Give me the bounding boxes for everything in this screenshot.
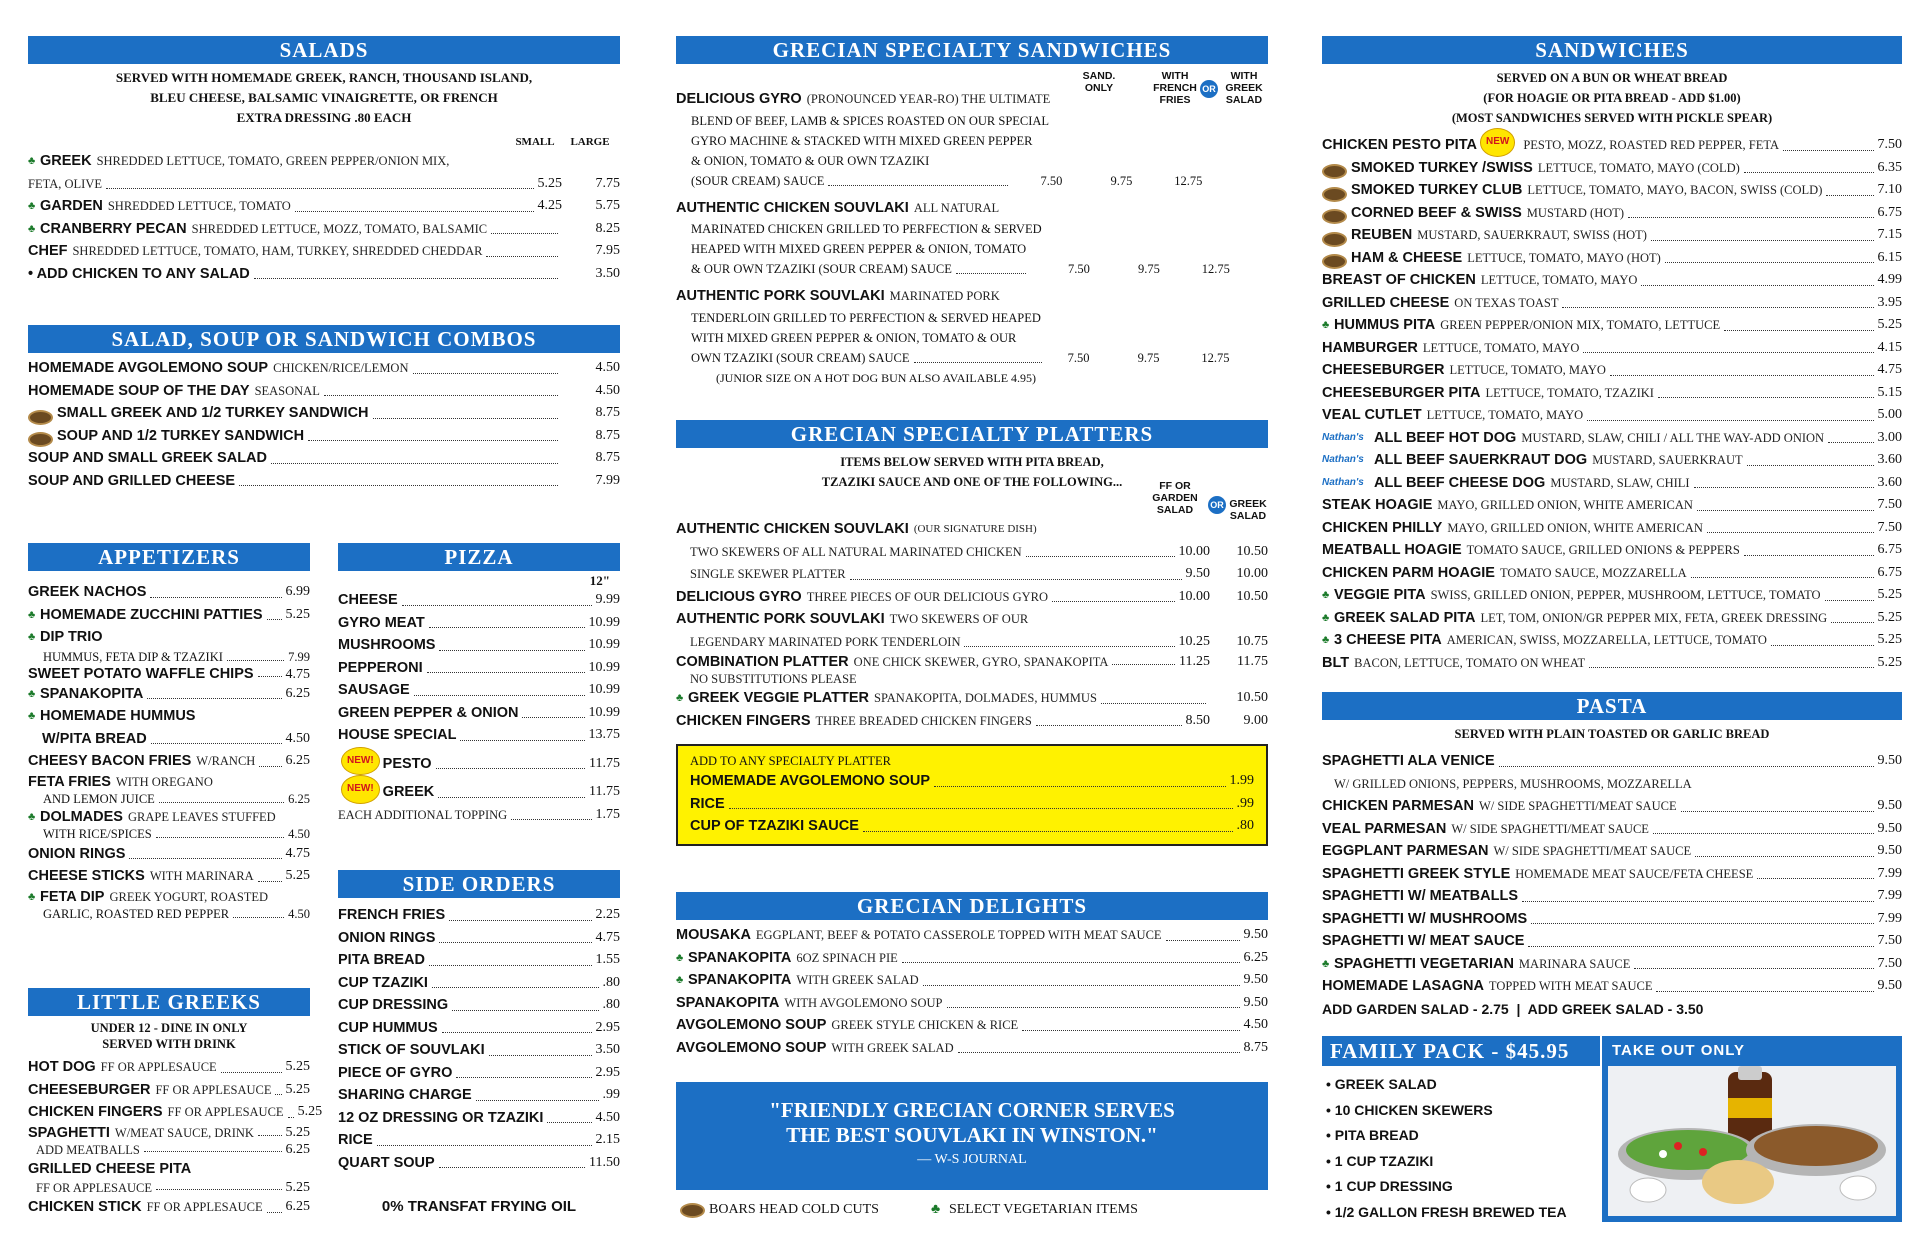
menu-item: AUTHENTIC CHICKEN SOUVLAKI (OUR SIGNATURE DISH)	[676, 521, 1037, 537]
nathans-logo-icon: Nathan's	[1322, 454, 1364, 465]
menu-item: RICE 2.15	[338, 1132, 620, 1148]
family-item: • PITA BREAD	[1326, 1127, 1419, 1143]
vegetarian-icon: ♣	[1322, 957, 1330, 970]
menu-item: CHICKEN FINGERS THREE BREADED CHICKEN FINGERS 8.50 9.00	[676, 712, 1268, 729]
salads-section	[28, 36, 620, 285]
menu-item: HOT DOG FF OR APPLESAUCE 5.25	[28, 1059, 310, 1075]
family-item: • GREEK SALAD	[1326, 1076, 1437, 1092]
takeout-label: TAKE OUT ONLY	[1612, 1042, 1746, 1059]
menu-item: GRILLED CHEESE PITA	[28, 1160, 192, 1177]
new-badge-icon: NEW	[1480, 128, 1515, 157]
menu-item: AVGOLEMONO SOUP GREEK STYLE CHICKEN & RICE 4.50	[676, 1017, 1268, 1033]
menu-item: Nathan's ALL BEEF HOT DOG MUSTARD, SLAW, CHILI / ALL THE WAY-ADD ONION 3.00	[1322, 427, 1902, 450]
family-pack-list	[1322, 1072, 1602, 1225]
menu-item: GRILLED CHEESE ON TEXAS TOAST 3.95	[1322, 294, 1902, 311]
family-pack-section	[1322, 1036, 1902, 1222]
family-item: • 10 CHICKEN SKEWERS	[1326, 1101, 1493, 1118]
combos-header: SALAD, SOUP OR SANDWICH COMBOS	[28, 325, 620, 353]
menu-item: SPAGHETTI W/MEAT SAUCE, DRINK 5.25	[28, 1124, 310, 1141]
menu-item: 12 OZ DRESSING OR TZAZIKI 4.50	[338, 1109, 620, 1126]
new-badge-icon: NEW!	[341, 775, 380, 804]
menu-item: CORNED BEEF & SWISS MUSTARD (HOT) 6.75	[1322, 202, 1902, 225]
menu-item: ONION RINGS 4.75	[338, 929, 620, 946]
vegetarian-icon: ♣	[28, 890, 36, 903]
family-pack-photo	[1602, 1036, 1902, 1222]
menu-item: FETA FRIES WITH OREGANO	[28, 773, 213, 790]
menu-item: ♣ FETA DIP GREEK YOGURT, ROASTED	[28, 888, 269, 905]
platter-addons-box	[676, 744, 1268, 846]
menu-item: • ADD CHICKEN TO ANY SALAD 3.50	[28, 265, 620, 282]
addon-item: RICE .99	[690, 795, 1254, 812]
appetizers-section	[28, 543, 310, 923]
menu-item: EACH ADDITIONAL TOPPING 1.75	[338, 806, 620, 822]
sandwiches-header: SANDWICHES	[1322, 36, 1902, 64]
vegetarian-icon: ♣	[28, 631, 36, 643]
boars-head-icon	[1322, 232, 1347, 247]
menu-item: Nathan's ALL BEEF CHEESE DOG MUSTARD, SLAW, CHILI 3.60	[1322, 472, 1902, 495]
menu-item: ♣ HOMEMADE HUMMUS	[28, 705, 310, 728]
menu-item: STICK OF SOUVLAKI 3.50	[338, 1042, 620, 1058]
menu-item: SPANAKOPITA WITH AVGOLEMONO SOUP 9.50	[676, 994, 1268, 1011]
menu-item: GREEN PEPPER & ONION 10.99	[338, 704, 620, 721]
menu-item: GREEK NACHOS 6.99	[28, 584, 310, 600]
menu-item: ♣ VEGGIE PITA SWISS, GRILLED ONION, PEPPER, MUSHROOM, LETTUCE, TOMATO 5.25	[1322, 584, 1902, 607]
menu-item: SPAGHETTI W/ MEATBALLS 7.99	[1322, 888, 1902, 904]
menu-item: SPAGHETTI W/ MEAT SAUCE 7.50	[1322, 933, 1902, 949]
boars-head-icon	[680, 1203, 705, 1218]
menu-item-desc: WITH RICE/SPICES 4.50	[43, 826, 310, 841]
col-with-fries: WITH FRENCH FRIES	[1153, 70, 1197, 106]
menu-item: LEGENDARY MARINATED PORK TENDERLOIN 10.25 10.75	[690, 633, 1268, 649]
menu-item: FETA, OLIVE 5.25 7.75	[28, 175, 620, 191]
press-quote: "FRIENDLY GRECIAN CORNER SERVES THE BEST SOUVLAKI IN WINSTON." — W-S JOURNAL	[676, 1082, 1268, 1190]
vegetarian-icon: ♣	[28, 687, 36, 700]
menu-item: SPAGHETTI W/ MUSHROOMS 7.99	[1322, 910, 1902, 927]
menu-item: HAMBURGER LETTUCE, TOMATO, MAYO 4.15	[1322, 339, 1902, 356]
menu-item: SMOKED TURKEY /SWISS LETTUCE, TOMATO, MAYO (COLD) 6.35	[1322, 157, 1902, 180]
transfat-note: 0% TRANSFAT FRYING OIL	[381, 1198, 577, 1215]
menu-item: MUSHROOMS 10.99	[338, 637, 620, 653]
vegetarian-icon: ♣	[676, 974, 684, 986]
pizza-section	[338, 543, 620, 826]
boars-head-icon	[1322, 209, 1347, 224]
menu-item: CHEESY BACON FRIES W/RANCH 6.25	[28, 753, 310, 769]
menu-item: SMOKED TURKEY CLUB LETTUCE, TOMATO, MAYO, BACON, SWISS (COLD) 7.10	[1322, 179, 1902, 202]
menu-item: SINGLE SKEWER PLATTER 9.50 10.00	[690, 566, 1268, 581]
platters-header: GRECIAN SPECIALTY PLATTERS	[676, 420, 1268, 448]
pasta-list	[1322, 750, 1902, 998]
menu-item: CHEF SHREDDED LETTUCE, TOMATO, HAM, TURKEY, SHREDDED CHEDDAR 7.95	[28, 243, 620, 259]
menu-item: ♣ SPANAKOPITA 6.25	[28, 683, 310, 706]
menu-item: SMALL GREEK AND 1/2 TURKEY SANDWICH 8.75	[28, 402, 620, 425]
boars-head-icon	[1322, 187, 1347, 202]
menu-item: ♣ HOMEMADE ZUCCHINI PATTIES 5.25	[28, 604, 310, 627]
family-item: • 1 CUP TZAZIKI	[1326, 1152, 1434, 1169]
menu-item: ♣ GREEK SALAD PITA LET, TOM, ONION/GR PEPPER MIX, FETA, GREEK DRESSING 5.25	[1322, 607, 1902, 630]
menu-item-desc: GARLIC, ROASTED RED PEPPER 4.50	[43, 906, 310, 921]
vegetarian-icon: ♣	[676, 951, 684, 964]
col-sand-only: SAND. ONLY	[1082, 70, 1116, 94]
boars-head-icon	[1322, 254, 1347, 269]
menu-item: CHICKEN STICK FF OR APPLESAUCE 6.25	[28, 1199, 310, 1215]
menu-item: ADD MEATBALLS 6.25	[36, 1141, 310, 1157]
vegetarian-icon: ♣	[28, 222, 36, 235]
col-large-label: LARGE	[570, 136, 610, 148]
menu-item: ♣ DIP TRIO	[28, 626, 310, 649]
vegetarian-icon: ♣	[28, 608, 36, 621]
col-small-label: SMALL	[515, 136, 555, 148]
specialty-sandwiches-section: GRECIAN SPECIALTY SANDWICHES SAND. ONLY WITH FRENCH FRIES OR WITH GREEK SALAD DELICIOUS GYRO (PRONOUNCED YEAR-RO) THE ULTIMATE BLEND OF BEEF, LAMB & SPICES ROASTED ON OUR SPECIAL GYRO MACHINE & STACKED WITH MIXED GREEN PEPPER & ONION, TOMATO & OUR OWN TZAZIKI (SOUR CREAM) SAUCE 7.50 9.75 12.75 AUTHENTIC CHICKEN SOUVLAKI ALL NATURAL MARINATED CHICKEN GRILLED TO PERFECTION & SERVED HEAPED WITH MIXED GREEN PEPPER & ONION, TOMATO & OUR OWN TZAZIKI (SOUR CREAM) SAUCE 7.50 9.75 12.75 AUTHENTIC PORK SOUVLAKI MARINATED PORK TENDERLOIN GRILLED TO PERFECTION & SERVED HEAPED WITH MIXED GREEN PEPPER & ONION, TOMATO & OUR OWN TZAZIKI (SOUR CREAM) SAUCE 7.50 9.75 12.75 (JUNIOR SIZE ON A HOT DOG BUN ALSO AVAILABLE 4.95)	[676, 36, 1268, 396]
menu-item: AUTHENTIC PORK SOUVLAKI TWO SKEWERS OF OUR	[676, 611, 1029, 627]
menu-item: SAUSAGE 10.99	[338, 682, 620, 698]
little-greeks-section: LITTLE GREEKS UNDER 12 - DINE IN ONLY SERVED WITH DRINK HOT DOG FF OR APPLESAUCE 5.25 CHEESEBURGER FF OR APPLESAUCE 5.25 CHICKEN FINGERS FF OR APPLESAUCE 5.25 SPAGHETTI W/MEAT SAUCE, DRINK 5.25 ADD MEATBALLS 6.25 GRILLED CHEESE PITA FF OR APPLESAUCE 5.25 CHICKEN STICK FF OR APPLESAUCE 6.25	[28, 988, 310, 1219]
menu-item: CHICKEN FINGERS FF OR APPLESAUCE 5.25	[28, 1104, 323, 1120]
menu-item: NEW! PESTO 11.75	[338, 747, 620, 776]
menu-item: CHICKEN PHILLY MAYO, GRILLED ONION, WHITE AMERICAN 7.50	[1322, 519, 1902, 536]
vegetarian-icon: ♣	[28, 710, 36, 722]
menu-item: ♣ SPANAKOPITA 6OZ SPINACH PIE 6.25	[676, 947, 1268, 970]
pasta-section	[1322, 692, 1902, 1020]
menu-item-prices: & OUR OWN TZAZIKI (SOUR CREAM) SAUCE 7.50 9.75 12.75	[691, 262, 1230, 276]
pasta-header: PASTA	[1322, 692, 1902, 720]
menu-item: ♣ DOLMADES GRAPE LEAVES STUFFED	[28, 808, 276, 825]
menu-item: W/ GRILLED ONIONS, PEPPERS, MUSHROOMS, MOZZARELLA	[1334, 776, 1692, 791]
menu-item: CHEESEBURGER FF OR APPLESAUCE 5.25	[28, 1081, 310, 1098]
menu-item: AUTHENTIC CHICKEN SOUVLAKI ALL NATURAL	[676, 199, 1000, 216]
pizza-size: 12"	[589, 573, 610, 588]
boars-head-icon	[1322, 164, 1347, 179]
or-badge: OR	[1208, 496, 1226, 514]
specialty-sandwiches-header: GRECIAN SPECIALTY SANDWICHES	[676, 36, 1268, 64]
menu-item-desc: AND LEMON JUICE 6.25	[43, 791, 310, 806]
menu-item: HOUSE SPECIAL 13.75	[338, 727, 620, 743]
menu-item: ONION RINGS 4.75	[28, 845, 310, 862]
menu-item: Nathan's ALL BEEF SAUERKRAUT DOG MUSTARD, SAUERKRAUT 3.60	[1322, 449, 1902, 472]
menu-item: ♣ 3 CHEESE PITA AMERICAN, SWISS, MOZZARELLA, LETTUCE, TOMATO 5.25	[1322, 629, 1902, 652]
nathans-logo-icon: Nathan's	[1322, 476, 1364, 488]
family-item: • 1 CUP DRESSING	[1326, 1178, 1453, 1194]
vegetarian-icon: ♣	[1322, 611, 1330, 624]
combos-section	[28, 325, 620, 492]
sides-section	[338, 870, 620, 1215]
menu-item: FF OR APPLESAUCE 5.25	[36, 1180, 310, 1195]
menu-item-desc: HUMMUS, FETA DIP & TZAZIKI 7.99	[43, 649, 310, 664]
menu-item: CHEESE 9.99	[338, 592, 620, 608]
delights-section	[676, 892, 1268, 1059]
menu-item: COMBINATION PLATTER ONE CHICK SKEWER, GYRO, SPANAKOPITA 11.25 11.75	[676, 654, 1268, 670]
col-greek-salad: GREEK SALAD	[1229, 498, 1267, 522]
vegetarian-icon: ♣	[930, 1202, 941, 1217]
menu-item: CHEESE STICKS WITH MARINARA 5.25	[28, 868, 310, 884]
menu-item: DELICIOUS GYRO THREE PIECES OF OUR DELICIOUS GYRO 10.00 10.50	[676, 588, 1268, 605]
menu-item: HOMEMADE LASAGNA TOPPED WITH MEAT SAUCE 9.50	[1322, 978, 1902, 994]
menu-item: FRENCH FRIES 2.25	[338, 907, 620, 923]
salads-sub: SERVED WITH HOMEMADE GREEK, RANCH, THOUSAND ISLAND, BLEU CHEESE, BALSAMIC VINAIGRETTE, OR FRENCH EXTRA DRESSING .80 EACH	[115, 70, 533, 125]
menu-item: W/PITA BREAD 4.50	[42, 730, 310, 747]
addon-item: CUP OF TZAZIKI SAUCE .80	[690, 818, 1254, 834]
menu-item: HOMEMADE AVGOLEMONO SOUP CHICKEN/RICE/LEMON 4.50	[28, 360, 620, 376]
family-pack-header: FAMILY PACK - $45.95	[1322, 1036, 1600, 1066]
menu-item: TWO SKEWERS OF ALL NATURAL MARINATED CHICKEN 10.00 10.50	[690, 543, 1268, 559]
menu-item: ♣ GREEK VEGGIE PLATTER SPANAKOPITA, DOLMADES, HUMMUS 10.50	[676, 687, 1268, 710]
menu-item: CHEESEBURGER LETTUCE, TOMATO, MAYO 4.75	[1322, 362, 1902, 378]
legend: BOARS HEAD COLD CUTS ♣ SELECT VEGETARIAN ITEMS	[680, 1202, 1272, 1218]
menu-item: CHICKEN PARMESAN W/ SIDE SPAGHETTI/MEAT SAUCE 9.50	[1322, 798, 1902, 814]
menu-item: CHEESEBURGER PITA LETTUCE, TOMATO, TZAZIKI 5.15	[1322, 384, 1902, 401]
family-item: • 1/2 GALLON FRESH BREWED TEA	[1326, 1203, 1567, 1220]
menu-item: BREAST OF CHICKEN LETTUCE, TOMATO, MAYO 4.99	[1322, 272, 1902, 288]
addon-title: ADD TO ANY SPECIALTY PLATTER	[690, 754, 891, 768]
boars-head-icon	[28, 410, 53, 425]
menu-item: CUP TZAZIKI .80	[338, 974, 620, 991]
appetizers-header: APPETIZERS	[28, 543, 310, 571]
menu-item: PIECE OF GYRO 2.95	[338, 1064, 620, 1081]
vegetarian-icon: ♣	[1322, 634, 1330, 646]
menu-item-prices: OWN TZAZIKI (SOUR CREAM) SAUCE 7.50 9.75 12.75	[691, 350, 1230, 365]
menu-item: BLT BACON, LETTUCE, TOMATO ON WHEAT 5.25	[1322, 654, 1902, 671]
menu-item: NO SUBSTITUTIONS PLEASE	[690, 672, 857, 686]
menu-item: QUART SOUP 11.50	[338, 1154, 620, 1171]
menu-item: ♣ SPANAKOPITA WITH GREEK SALAD 9.50	[676, 969, 1268, 992]
menu-item: ♣ GARDEN SHREDDED LETTUCE, TOMATO 4.25 5.75	[28, 195, 620, 218]
menu-item: SOUP AND GRILLED CHEESE 7.99	[28, 472, 620, 489]
col-ff-garden: FF OR GARDEN SALAD	[1152, 480, 1198, 516]
boars-head-icon	[28, 432, 53, 447]
menu-item: ♣ GREEK SHREDDED LETTUCE, TOMATO, GREEN PEPPER/ONION MIX,	[28, 150, 620, 173]
menu-item-prices: (SOUR CREAM) SAUCE 7.50 9.75 12.75	[691, 173, 1203, 188]
menu-item: AUTHENTIC PORK SOUVLAKI MARINATED PORK	[676, 288, 1000, 304]
menu-item: SWEET POTATO WAFFLE CHIPS 4.75	[28, 665, 310, 682]
menu-item: STEAK HOAGIE MAYO, GRILLED ONION, WHITE AMERICAN 7.50	[1322, 497, 1902, 513]
pizza-header: PIZZA	[338, 543, 620, 571]
platters-section: GRECIAN SPECIALTY PLATTERS ITEMS BELOW SERVED WITH PITA BREAD, TZAZIKI SAUCE AND ONE OF THE FOLLOWING... FF OR GARDEN SALAD OR GREEK SALAD AUTHENTIC CHICKEN SOUVLAKI (OUR SIGNATURE DISH) TWO SKEWERS OF ALL NATURAL MARINATED CHICKEN 10.00 10.50 SINGLE SKEWER PLATTER 9.50 10.00 DELICIOUS GYRO THREE PIECES OF OUR DELICIOUS GYRO 10.00 10.50 AUTHENTIC PORK SOUVLAKI TWO SKEWERS OF OUR LEGENDARY MARINATED PORK TENDERLOIN 10.25 10.75 COMBINATION PLATTER ONE CHICK SKEWER, GYRO, SPANAKOPITA 11.25 11.75 NO SUBSTITUTIONS PLEASE ♣ GREEK VEGGIE PLATTER SPANAKOPITA, DOLMADES, HUMMUS 10.50 CHICKEN FINGERS THREE BREADED CHICKEN FINGERS 8.50 9.00 ADD TO ANY SPECIALTY PLATTER HOMEMADE AVGOLEMONO SOUP 1.99 RICE .99 CUP OF TZAZIKI SAUCE .80	[676, 420, 1268, 846]
menu-item: SOUP AND 1/2 TURKEY SANDWICH 8.75	[28, 425, 620, 448]
menu-item: CUP HUMMUS 2.95	[338, 1019, 620, 1036]
menu-item: HOMEMADE SOUP OF THE DAY SEASONAL 4.50	[28, 382, 620, 399]
salads-header: SALADS	[28, 36, 620, 64]
menu-item: EGGPLANT PARMESAN W/ SIDE SPAGHETTI/MEAT SAUCE 9.50	[1322, 843, 1902, 859]
junior-note: (JUNIOR SIZE ON A HOT DOG BUN ALSO AVAILABLE 4.95)	[716, 370, 1037, 385]
or-badge: OR	[1200, 80, 1218, 98]
pasta-sub: SERVED WITH PLAIN TOASTED OR GARLIC BREAD	[1454, 727, 1770, 741]
menu-item: DELICIOUS GYRO (PRONOUNCED YEAR-RO) THE ULTIMATE	[676, 91, 1051, 107]
menu-item: NEW! GREEK 11.75	[338, 775, 620, 804]
menu-item: VEAL CUTLET LETTUCE, TOMATO, MAYO 5.00	[1322, 407, 1902, 423]
family-pack-food-image	[1608, 1066, 1896, 1216]
sides-header: SIDE ORDERS	[338, 870, 620, 898]
col-with-greek-salad: WITH GREEK SALAD	[1225, 70, 1263, 106]
nathans-logo-icon: Nathan's	[1322, 431, 1364, 443]
vegetarian-icon: ♣	[676, 692, 684, 704]
menu-item: ♣ SPAGHETTI VEGETARIAN MARINARA SAUCE 7.50	[1322, 953, 1902, 976]
menu-item: MEATBALL HOAGIE TOMATO SAUCE, GRILLED ONIONS & PEPPERS 6.75	[1322, 542, 1902, 558]
menu-item: MOUSAKA EGGPLANT, BEEF & POTATO CASSEROLE TOPPED WITH MEAT SAUCE 9.50	[676, 927, 1268, 943]
delights-header: GRECIAN DELIGHTS	[676, 892, 1268, 920]
addon-item: HOMEMADE AVGOLEMONO SOUP 1.99	[690, 773, 1254, 789]
menu-item: PEPPERONI 10.99	[338, 659, 620, 676]
menu-item: SPAGHETTI GREEK STYLE HOMEMADE MEAT SAUCE/FETA CHEESE 7.99	[1322, 865, 1902, 882]
vegetarian-icon: ♣	[28, 810, 36, 823]
menu-item: SPAGHETTI ALA VENICE 9.50	[1322, 753, 1902, 769]
vegetarian-icon: ♣	[1322, 319, 1330, 331]
menu-item: SOUP AND SMALL GREEK SALAD 8.75	[28, 450, 620, 466]
menu-item: AVGOLEMONO SOUP WITH GREEK SALAD 8.75	[676, 1039, 1268, 1056]
menu-item: PITA BREAD 1.55	[338, 952, 620, 968]
menu-item: SHARING CHARGE .99	[338, 1087, 620, 1103]
menu-item: CHICKEN PESTO PITA NEW PESTO, MOZZ, ROASTED RED PEPPER, FETA 7.50	[1322, 128, 1902, 157]
menu-item: CUP DRESSING .80	[338, 997, 620, 1013]
menu-item: ♣ CRANBERRY PECAN SHREDDED LETTUCE, MOZZ, TOMATO, BALSAMIC 8.25	[28, 218, 620, 241]
new-badge-icon: NEW!	[341, 747, 380, 776]
menu-item: CHICKEN PARM HOAGIE TOMATO SAUCE, MOZZARELLA 6.75	[1322, 564, 1902, 581]
sandwich-list	[1322, 128, 1902, 674]
vegetarian-icon: ♣	[28, 155, 36, 167]
menu-item: REUBEN MUSTARD, SAUERKRAUT, SWISS (HOT) 7.15	[1322, 224, 1902, 247]
menu-item: GYRO MEAT 10.99	[338, 614, 620, 631]
pasta-addons: ADD GARDEN SALAD - 2.75 | ADD GREEK SALAD - 3.50	[1322, 1000, 1704, 1017]
menu-item: HAM & CHEESE LETTUCE, TOMATO, MAYO (HOT) 6.15	[1322, 247, 1902, 270]
menu-item: VEAL PARMESAN W/ SIDE SPAGHETTI/MEAT SAUCE 9.50	[1322, 820, 1902, 837]
menu-item: ♣ HUMMUS PITA GREEN PEPPER/ONION MIX, TOMATO, LETTUCE 5.25	[1322, 314, 1902, 337]
vegetarian-icon: ♣	[28, 200, 36, 212]
vegetarian-icon: ♣	[1322, 589, 1330, 601]
little-greeks-header: LITTLE GREEKS	[28, 988, 310, 1016]
sandwiches-section: SANDWICHES SERVED ON A BUN OR WHEAT BREAD (FOR HOAGIE OR PITA BREAD - ADD $1.00) (MOST SANDWICHES SERVED WITH PICKLE SPEAR) CHICKEN PESTO PITA NEW PESTO, MOZZ, ROASTED RED PEPPER, FETA 7.50 SMOKED TURKEY /SWISS LETTUCE, TOMATO, MAYO (COLD) 6.35 SMOKED TURKEY CLUB LETTUCE, TOMATO, MAYO, BACON, SWISS (COLD) 7.10 CORNED BEEF & SWISS MUSTARD (HOT) 6.75 REUBEN MUSTARD, SAUERKRAUT, SWISS (HOT) 7.15 HAM & CHEESE LETTUCE, TOMATO, MAYO (HOT) 6.15 BREAST OF CHICKEN LETTUCE, TOMATO, MAYO 4.99 GRILLED CHEESE ON TEXAS TOAST 3.95 ♣ HUMMUS PITA GREEN PEPPER/ONION MIX, TOMATO, LETTUCE 5.25 HAMBURGER LETTUCE, TOMATO, MAYO 4.15 CHEESEBURGER LETTUCE, TOMATO, MAYO 4.75 CHEESEBURGER PITA LETTUCE, TOMATO, TZAZIKI 5.15 VEAL CUTLET LETTUCE, TOMATO, MAYO 5.00 Nathan's ALL BEEF HOT DOG MUSTARD, SLAW, CHILI / ALL THE WAY-ADD ONION 3.00 Nathan's ALL BEEF SAUERKRAUT DOG MUSTARD, SAUERKRAUT 3.60 Nathan's ALL BEEF CHEESE DOG MUSTARD, SLAW, CHILI 3.60 STEAK HOAGIE MAYO, GRILLED ONION, WHITE AMERICAN 7.50 CHICKEN PHILLY MAYO, GRILLED ONION, WHITE AMERICAN 7.50 MEATBALL HOAGIE TOMATO SAUCE, GRILLED ONIONS & PEPPERS 6.75 CHICKEN PARM HOAGIE TOMATO SAUCE, MOZZARELLA 6.75 ♣ VEGGIE PITA SWISS, GRILLED ONION, PEPPER, MUSHROOM, LETTUCE, TOMATO 5.25 ♣ GREEK SALAD PITA LET, TOM, ONION/GR PEPPER MIX, FETA, GREEK DRESSING 5.25 ♣ 3 CHEESE PITA AMERICAN, SWISS, MOZZARELLA, LETTUCE, TOMATO 5.25 BLT BACON, LETTUCE, TOMATO ON WHEAT 5.25	[1322, 36, 1902, 674]
